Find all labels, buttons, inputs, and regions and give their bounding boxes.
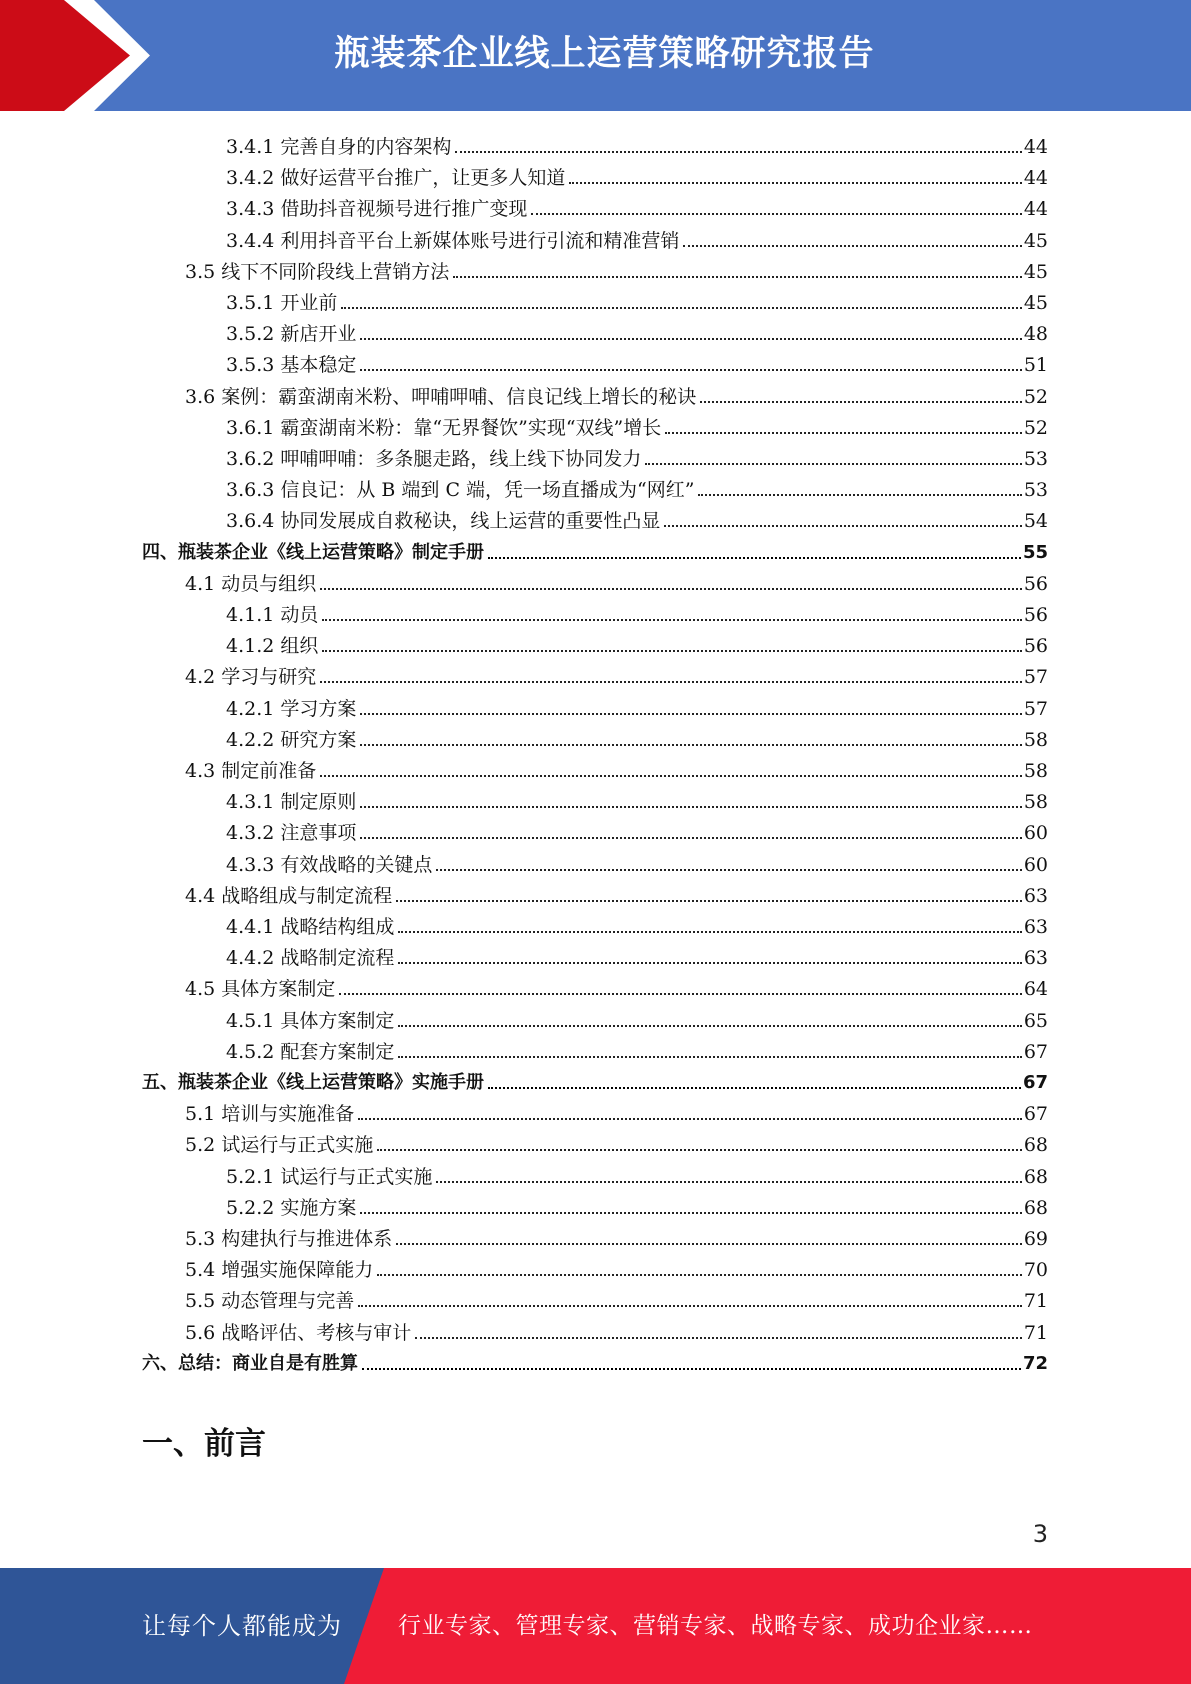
toc-entry-page: 72 <box>1022 1352 1048 1374</box>
toc-entry-number: 5.2.1 <box>226 1165 281 1188</box>
toc-dot-leader <box>396 1243 1022 1245</box>
toc-entry-page: 54 <box>1023 510 1048 533</box>
toc-dot-leader <box>360 713 1021 715</box>
toc-dot-leader <box>683 245 1021 247</box>
toc-dot-leader <box>341 307 1021 309</box>
toc-entry[interactable] <box>142 1344 1048 1375</box>
toc-entry-title: 线下不同阶段线上营销方法 <box>221 260 450 283</box>
toc-entry[interactable] <box>226 283 1048 314</box>
footer-slogan-right: 行业专家、管理专家、营销专家、战略专家、成功企业家…… <box>398 1613 1033 1639</box>
toc-entry[interactable] <box>226 501 1048 532</box>
toc-dot-leader <box>531 213 1021 215</box>
toc-dot-leader <box>362 1368 1021 1370</box>
page-header <box>0 0 1191 111</box>
toc-dot-leader <box>455 151 1021 153</box>
toc-dot-leader <box>360 806 1021 808</box>
toc-entry-title: 动员与组织 <box>221 572 317 595</box>
toc-entry-page: 67 <box>1023 1040 1048 1063</box>
toc-entry-number: 3.4.3 <box>226 198 281 221</box>
toc-entry-number: 4.3.1 <box>226 791 281 814</box>
toc-entry-title: 霸蛮湖南米粉：靠“无界餐饮”实现“双线”增长 <box>280 416 662 439</box>
toc-entry-page: 60 <box>1023 853 1048 876</box>
toc-entry-number: 3.4.1 <box>226 136 281 158</box>
toc-entry[interactable] <box>226 470 1048 501</box>
toc-entry-page: 63 <box>1023 884 1048 907</box>
toc-entry-number: 4.3 <box>185 760 222 782</box>
toc-entry-title: 构建执行与推进体系 <box>221 1228 393 1250</box>
toc-entry[interactable] <box>226 720 1048 751</box>
toc-entry-title: 战略制定流程 <box>280 947 395 970</box>
toc-entry-title: 有效战略的关键点 <box>280 853 433 876</box>
toc-entry[interactable] <box>226 158 1048 189</box>
toc-entry-page: 71 <box>1023 1290 1048 1313</box>
toc-entry-number: 3.5.1 <box>226 292 281 314</box>
toc-dot-leader <box>645 463 1021 465</box>
toc-entry-title: 制定原则 <box>280 791 357 814</box>
toc-entry-page: 58 <box>1023 760 1048 782</box>
toc-entry-page: 53 <box>1023 448 1048 470</box>
toc-entry-number: 4.5.2 <box>226 1040 281 1063</box>
toc-entry-title: 完善自身的内容架构 <box>280 136 452 158</box>
toc-entry[interactable] <box>185 1094 1048 1125</box>
toc-entry-page: 48 <box>1023 323 1048 346</box>
toc-entry[interactable] <box>185 876 1048 907</box>
toc-entry-number: 3.5.2 <box>226 323 281 346</box>
toc-entry-page: 57 <box>1023 697 1048 720</box>
toc-entry-page: 44 <box>1023 167 1048 190</box>
toc-entry-title: 新店开业 <box>280 323 357 346</box>
toc-entry-page: 69 <box>1023 1228 1048 1250</box>
toc-entry-number: 4.4.1 <box>226 916 281 938</box>
toc-entry-number: 4.2 <box>185 666 222 689</box>
toc-entry-title: 注意事项 <box>280 822 357 845</box>
toc-entry-number: 3.6 <box>185 385 222 408</box>
toc-entry-number: 4.4 <box>185 884 222 907</box>
page-number: 3 <box>1032 1520 1048 1548</box>
toc-dot-leader <box>488 1087 1021 1089</box>
toc-entry-number: 4.2.2 <box>226 728 281 751</box>
toc-entry-title: 制定前准备 <box>221 760 317 782</box>
toc-dot-leader <box>360 369 1021 371</box>
report-title: 瓶装茶企业线上运营策略研究报告 <box>334 34 875 74</box>
toc-entry-page: 52 <box>1023 385 1048 408</box>
toc-dot-leader <box>398 1056 1021 1058</box>
toc-entry-title: 战略组成与制定流程 <box>221 884 393 907</box>
toc-entry-page: 56 <box>1023 572 1048 595</box>
toc-entry-number: 5.2 <box>185 1134 222 1157</box>
toc-entry-title: 基本稳定 <box>280 354 357 377</box>
toc-entry[interactable] <box>226 845 1048 876</box>
toc-entry-title: 动员 <box>280 604 319 626</box>
toc-entry-title: 协同发展成自救秘诀，线上运营的重要性凸显 <box>280 510 661 533</box>
toc-entry-page: 51 <box>1023 354 1048 377</box>
toc-entry-title: 呷哺呷哺：多条腿走路，线上线下协同发力 <box>280 448 642 470</box>
toc-entry[interactable] <box>226 189 1048 220</box>
toc-entry[interactable] <box>185 1313 1048 1344</box>
toc-entry-page: 45 <box>1023 292 1048 314</box>
toc-entry-number: 3.5 <box>185 260 222 283</box>
toc-entry-title: 战略结构组成 <box>280 916 395 938</box>
toc-dot-leader <box>320 681 1022 683</box>
toc-dot-leader <box>398 1025 1021 1027</box>
toc-entry-number: 5.1 <box>185 1103 222 1126</box>
toc-dot-leader <box>700 401 1022 403</box>
toc-entry[interactable] <box>226 221 1048 252</box>
toc-entry[interactable] <box>226 813 1048 844</box>
toc-entry-page: 63 <box>1023 947 1048 970</box>
toc-entry[interactable] <box>185 1125 1048 1156</box>
toc-dot-leader <box>665 432 1022 434</box>
toc-entry[interactable] <box>226 689 1048 720</box>
toc-entry-page: 57 <box>1023 666 1048 689</box>
toc-entry-number: 4.3.3 <box>226 853 281 876</box>
toc-entry-title: 做好运营平台推广，让更多人知道 <box>280 167 566 190</box>
toc-entry-number: 3.4.2 <box>226 167 281 190</box>
toc-dot-leader <box>664 525 1021 527</box>
toc-entry[interactable] <box>185 969 1048 1000</box>
toc-dot-leader <box>360 837 1021 839</box>
toc-entry-page: 52 <box>1023 416 1048 439</box>
toc-dot-leader <box>322 650 1021 652</box>
toc-entry-page: 67 <box>1023 1103 1048 1126</box>
toc-entry-title: 借助抖音视频号进行推广变现 <box>280 198 528 221</box>
toc-dot-leader <box>360 744 1021 746</box>
toc-entry-page: 56 <box>1023 635 1048 658</box>
toc-entry[interactable] <box>185 657 1048 688</box>
toc-entry-page: 64 <box>1023 978 1048 1001</box>
toc-entry-number: 3.6.1 <box>226 416 281 439</box>
toc-entry-page: 45 <box>1023 229 1048 252</box>
toc-entry[interactable] <box>226 127 1048 158</box>
toc-entry-title: 学习方案 <box>280 697 357 720</box>
toc-entry-number: 4.1.2 <box>226 635 281 658</box>
toc-dot-leader <box>339 993 1022 995</box>
toc-entry-number: 3.5.3 <box>226 354 281 377</box>
toc-entry-title: 信良记：从 B 端到 C 端，凭一场直播成为“网红” <box>280 479 695 502</box>
toc-entry[interactable] <box>185 751 1048 782</box>
toc-entry-number: 4.5.1 <box>226 1009 281 1032</box>
toc-entry-number: 4.4.2 <box>226 947 281 970</box>
toc-entry-title: 六、总结：商业自是有胜算 <box>142 1352 358 1374</box>
toc-entry-title: 研究方案 <box>280 728 357 751</box>
toc-entry[interactable] <box>226 1001 1048 1032</box>
toc-entry-title: 战略评估、考核与审计 <box>221 1321 412 1344</box>
toc-entry-page: 68 <box>1023 1134 1048 1157</box>
toc-entry-title: 具体方案制定 <box>221 978 336 1001</box>
toc-entry[interactable] <box>226 782 1048 813</box>
toc-dot-leader <box>360 338 1021 340</box>
toc-dot-leader <box>358 1305 1022 1307</box>
toc-entry[interactable] <box>226 439 1048 470</box>
toc-entry-number: 4.3.2 <box>226 822 281 845</box>
toc-entry[interactable] <box>185 377 1048 408</box>
toc-dot-leader <box>436 869 1021 871</box>
toc-entry[interactable] <box>185 1250 1048 1281</box>
toc-dot-leader <box>436 1181 1021 1183</box>
toc-entry[interactable] <box>142 1063 1048 1094</box>
toc-entry-page: 65 <box>1023 1009 1048 1032</box>
toc-entry-number: 3.4.4 <box>226 229 281 252</box>
toc-entry-title: 案例：霸蛮湖南米粉、呷哺呷哺、信良记线上增长的秘诀 <box>221 385 697 408</box>
toc-entry[interactable] <box>226 907 1048 938</box>
toc-dot-leader <box>453 276 1022 278</box>
toc-dot-leader <box>358 1118 1022 1120</box>
toc-dot-leader <box>322 619 1021 621</box>
toc-entry-title: 四、瓶装茶企业《线上运营策略》制定手册 <box>142 541 484 563</box>
toc-entry-number: 5.3 <box>185 1228 222 1250</box>
toc-dot-leader <box>377 1149 1022 1151</box>
toc-entry-title: 五、瓶装茶企业《线上运营策略》实施手册 <box>142 1072 484 1093</box>
toc-dot-leader <box>360 1212 1021 1214</box>
toc-entry[interactable] <box>226 408 1048 439</box>
footer-slogan-left: 让每个人都能成为 <box>142 1612 342 1640</box>
toc-entry-page: 45 <box>1023 260 1048 283</box>
toc-entry-title: 实施方案 <box>280 1196 357 1219</box>
toc-entry[interactable] <box>226 626 1048 657</box>
toc-entry-title: 配套方案制定 <box>280 1040 395 1063</box>
toc-entry-page: 58 <box>1023 728 1048 751</box>
toc-entry-number: 5.4 <box>185 1259 222 1282</box>
toc-entry-number: 5.5 <box>185 1290 222 1313</box>
toc-entry-title: 试运行与正式实施 <box>221 1134 374 1157</box>
toc-dot-leader <box>398 962 1021 964</box>
toc-entry-page: 44 <box>1023 136 1048 158</box>
toc-entry-number: 3.6.3 <box>226 479 281 502</box>
toc-dot-leader <box>398 931 1021 933</box>
toc-entry-title: 开业前 <box>280 292 338 314</box>
toc-entry-title: 培训与实施准备 <box>221 1103 355 1126</box>
toc-entry-title: 学习与研究 <box>221 666 317 689</box>
section-heading: 一、前言 <box>142 1426 266 1462</box>
toc-entry[interactable] <box>185 1281 1048 1312</box>
toc-entry-page: 70 <box>1023 1259 1048 1282</box>
toc-entry[interactable] <box>226 1032 1048 1063</box>
toc-dot-leader <box>320 775 1022 777</box>
toc-entry-title: 利用抖音平台上新媒体账号进行引流和精准营销 <box>280 229 680 252</box>
toc-entry-number: 5.6 <box>185 1321 222 1344</box>
toc-dot-leader <box>698 494 1021 496</box>
toc-entry-title: 组织 <box>280 635 319 658</box>
toc-entry-page: 58 <box>1023 791 1048 814</box>
toc-entry-number: 4.2.1 <box>226 697 281 720</box>
toc-entry[interactable] <box>185 252 1048 283</box>
toc-entry-title: 增强实施保障能力 <box>221 1259 374 1282</box>
toc-entry-page: 68 <box>1023 1165 1048 1188</box>
toc-entry-page: 67 <box>1022 1072 1048 1093</box>
toc-entry-number: 4.1.1 <box>226 604 281 626</box>
toc-dot-leader <box>377 1274 1022 1276</box>
toc-entry-page: 60 <box>1023 822 1048 845</box>
toc-entry-number: 3.6.4 <box>226 510 281 533</box>
toc-dot-leader <box>415 1337 1022 1339</box>
toc-entry[interactable] <box>185 564 1048 595</box>
toc-dot-leader <box>569 182 1021 184</box>
toc-entry-number: 3.6.2 <box>226 448 281 470</box>
toc-dot-leader <box>320 588 1022 590</box>
toc-entry[interactable] <box>226 938 1048 969</box>
toc-entry-page: 55 <box>1022 541 1048 563</box>
toc-entry[interactable] <box>142 533 1048 564</box>
toc-entry[interactable] <box>226 1157 1048 1188</box>
toc-entry[interactable] <box>226 314 1048 345</box>
toc-entry-page: 56 <box>1023 604 1048 626</box>
toc-entry-page: 44 <box>1023 198 1048 221</box>
toc-entry-number: 4.1 <box>185 572 222 595</box>
toc-entry-number: 4.5 <box>185 978 222 1001</box>
toc-entry-title: 试运行与正式实施 <box>280 1165 433 1188</box>
toc-dot-leader <box>396 900 1022 902</box>
toc-entry-title: 动态管理与完善 <box>221 1290 355 1313</box>
toc-entry[interactable] <box>226 595 1048 626</box>
toc-entry-page: 68 <box>1023 1196 1048 1219</box>
toc-entry[interactable] <box>185 1219 1048 1250</box>
toc-entry-number: 5.2.2 <box>226 1196 281 1219</box>
page-footer <box>0 1568 1191 1684</box>
toc-entry[interactable] <box>226 1188 1048 1219</box>
toc-dot-leader <box>488 557 1021 559</box>
toc-entry-title: 具体方案制定 <box>280 1009 395 1032</box>
toc-entry-page: 71 <box>1023 1321 1048 1344</box>
toc-entry-page: 53 <box>1023 479 1048 502</box>
toc-entry[interactable] <box>226 345 1048 376</box>
toc-entry-page: 63 <box>1023 916 1048 938</box>
